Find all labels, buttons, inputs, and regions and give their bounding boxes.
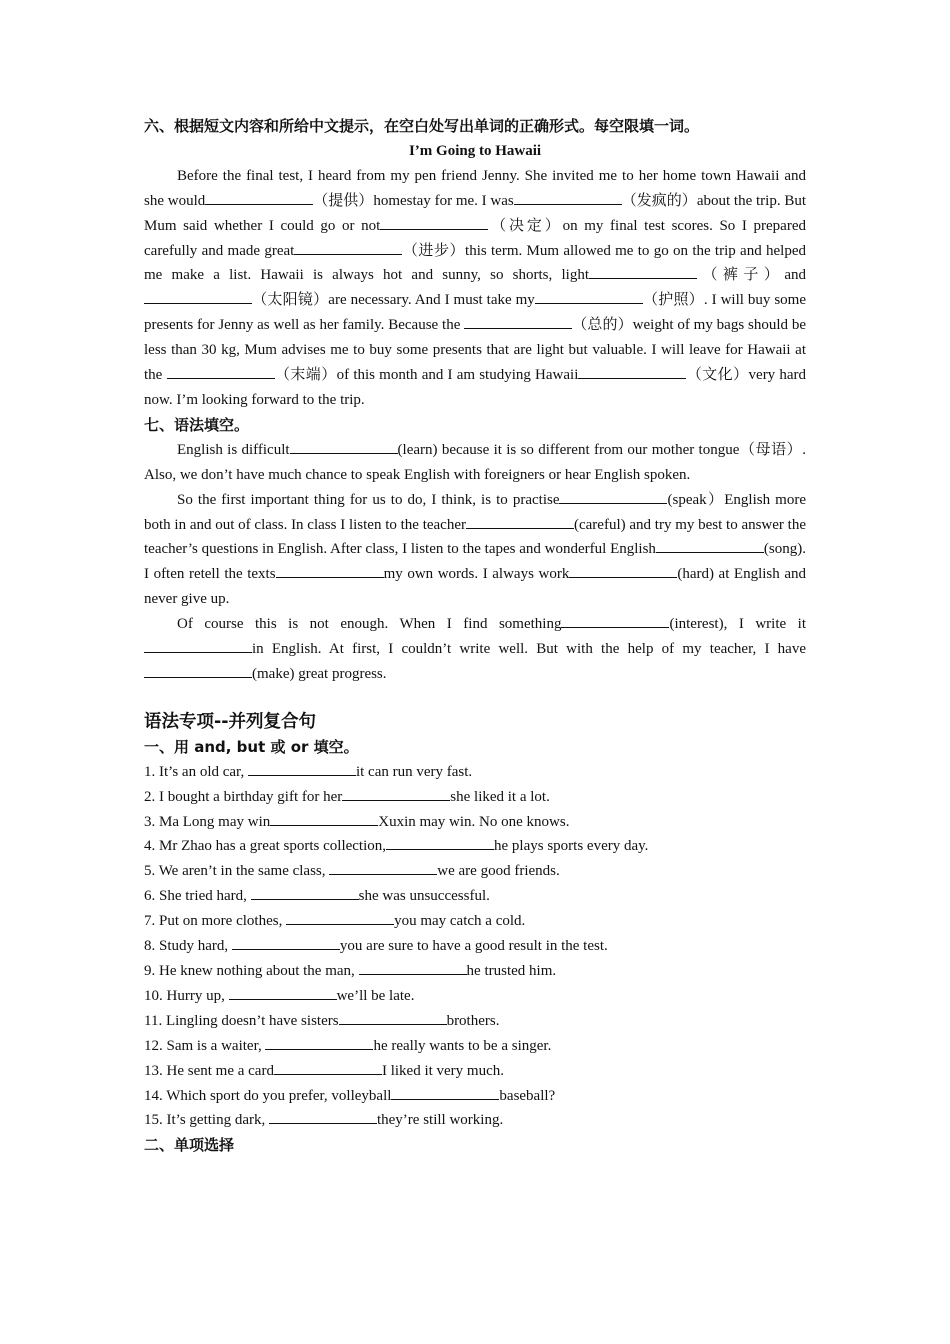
blank[interactable] [342,786,450,801]
exercise-item: 7. Put on more clothes, you may catch a cold. [144,909,806,934]
exercise-item: 1. It’s an old car, it can run very fast. [144,760,806,785]
exercise-item: 5. We aren’t in the same class, we are good friends. [144,859,806,884]
exercise-item: 11. Lingling doesn’t have sisters brothers. [144,1009,806,1034]
blank[interactable] [329,860,437,875]
blank[interactable] [514,190,622,205]
exercise-item: 15. It’s getting dark, they’re still working. [144,1108,806,1133]
grammar-subheading-2: 二、单项选择 [144,1136,235,1155]
exercise-item: 13. He sent me a card I liked it very much. [144,1059,806,1084]
section6-heading: 六、根据短文内容和所给中文提示，在空白处写出单词的正确形式。每空限填一词。 [144,117,700,135]
blank[interactable] [229,985,337,1000]
exercise-item: 4. Mr Zhao has a great sports collection, he plays sports every day. [144,834,806,859]
blank[interactable] [276,563,384,578]
blank[interactable] [144,638,252,653]
exercise-item: 9. He knew nothing about the man, he trusted him. [144,959,806,984]
blank[interactable] [578,364,686,379]
blank[interactable] [274,1060,382,1075]
exercise-item: 6. She tried hard, she was unsuccessful. [144,884,806,909]
blank[interactable] [232,935,340,950]
blank[interactable] [535,289,643,304]
exercise-item: 8. Study hard, you are sure to have a good result in the test. [144,934,806,959]
blank[interactable] [589,264,697,279]
blank[interactable] [561,613,669,628]
blank[interactable] [205,190,313,205]
worksheet-page [144,114,806,1158]
exercise-item: 14. Which sport do you prefer, volleyball baseball? [144,1084,806,1109]
blank[interactable] [559,489,667,504]
blank[interactable] [270,811,378,826]
blank[interactable] [167,364,275,379]
blank[interactable] [144,663,252,678]
blank[interactable] [269,1109,377,1124]
grammar-heading: 语法专项--并列复合句 [144,711,317,732]
exercise-item: 10. Hurry up, we’ll be late. [144,984,806,1009]
blank[interactable] [265,1035,373,1050]
grammar-subheading-1: 一、用 and, but 或 or 填空。 [144,737,359,756]
section6-passage: Before the final test, I heard from my pen friend Jenny. She invited me to her home town Hawaii and she would （提供）homestay for me. I was （发疯的）about the trip. But Mum said whether I could go or not （决定）on my final test scores. So I prepared carefully and made great （进步）this term. Mum allowed me to go on the trip and helped me make a list. Hawaii is always hot and sunny, so shorts, light （裤子）and （太阳镜）are necessary. And I must take my （护照）. I will buy some presents for Jenny as well as her family. Because the （总的）weight of my bags should be less than 30 kg, Mum advises me to buy some presents that are light but valuable. I will leave for Hawaii at the （末端）of this month and I am studying Hawaii （文化）very hard now. I’m looking forward to the trip. [144,167,807,408]
blank[interactable] [251,885,359,900]
section7-paragraph-2: So the first important thing for us to do, I think, is to practise (speak）English more both in and out of class. In class I listen to the teacher (careful) and try my best to answer the teacher’s questions in English. After class, I listen to the tapes and wonderful English (song). I often retell the texts my own words. I always work (hard) at English and never give up. [144,488,806,613]
section7-heading: 七、语法填空。 [144,415,250,434]
blank[interactable] [466,514,574,529]
exercise-item: 12. Sam is a waiter, he really wants to be a singer. [144,1034,806,1059]
blank[interactable] [294,240,402,255]
blank[interactable] [569,563,677,578]
blank[interactable] [290,439,398,454]
blank[interactable] [386,835,494,850]
blank[interactable] [339,1010,447,1025]
blank[interactable] [380,215,488,230]
blank[interactable] [144,289,252,304]
exercise-item: 3. Ma Long may win Xuxin may win. No one knows. [144,810,806,835]
blank[interactable] [248,761,356,776]
section7-paragraph-3: Of course this is not enough. When I find something (interest), I write it in English. At first, I couldn’t write well. But with the help of my teacher, I have(make) great progress. [144,612,806,687]
blank[interactable] [286,910,394,925]
blank[interactable] [464,314,572,329]
section7-paragraph-1: English is difficult (learn) because it is so different from our mother tongue（母语）. Also, we don’t have much chance to speak English with foreigners or hear English spoken. [144,438,806,488]
blank[interactable] [359,960,467,975]
passage-title: I’m Going to Hawaii [408,142,542,159]
blank[interactable] [391,1085,499,1100]
blank[interactable] [656,538,764,553]
exercise-item: 2. I bought a birthday gift for her she liked it a lot. [144,785,806,810]
